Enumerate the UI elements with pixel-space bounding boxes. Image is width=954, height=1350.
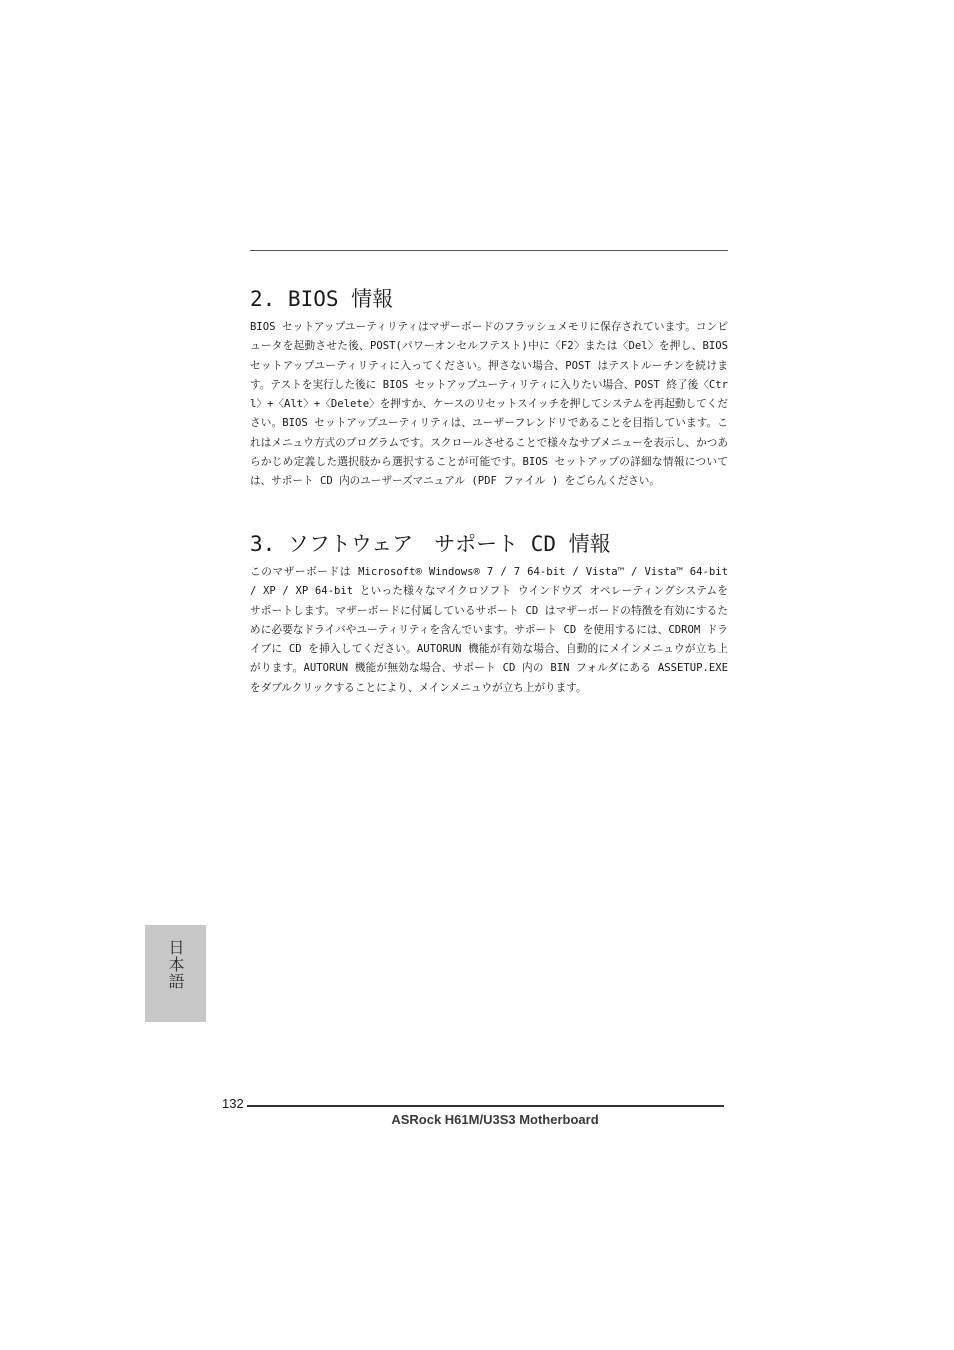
footer-title: ASRock H61M/U3S3 Motherboard [391,1112,599,1127]
language-tab [145,925,206,1022]
top-divider [250,250,728,251]
page-number: 132 [222,1096,244,1111]
section-body-support-cd: このマザーボードは Microsoft® Windows® 7 / 7 64-bit / Vista™ / Vista™ 64-bit / XP / XP 64-bit といった様々なマイクロソフト ウインドウズ オペレーティングシステムをサポートします。マザーボードに付属しているサポート CD はマザーボードの特徴を有効にするために必要なドライバやユーティリティを含んでいます。サポート CD を使用するには、CDROM ドライブに CD を挿入してください。AUTORUN 機能が有効な場合、自動的にメインメニュウが立ち上がります。AUTORUN 機能が無効な場合、サポート CD 内の BIN フォルダにある ASSETUP.EXE をダブルクリックすることにより、メインメニュウが立ち上がります。 [250,566,728,694]
section-heading-bios: 2. BIOS 情報 [250,287,394,311]
section-heading-support-cd: 3. ソフトウェア サポート CD 情報 [250,532,611,556]
footer-divider [247,1105,724,1107]
section-body-bios: BIOS セットアップユーティリティはマザーボードのフラッシュメモリに保存されています。コンピュータを起動させた後、POST(パワーオンセルフテスト)中に〈F2〉または〈Del〉を押し、BIOS セットアップユーティリティに入ってください。押さない場合、POST はテストルーチンを続けます。テストを実行した後に BIOS セットアップユーティリティに入りたい場合、POST 終了後〈Ctrl〉+〈Alt〉+〈Delete〉を押すか、ケースのリセットスイッチを押してシステムを再起動してください。BIOS セットアップユーティリティは、ユーザーフレンドリであることを目指しています。これはメニュウ方式のプログラムです。スクロールさせることで様々なサブメニューを表示し、かつあらかじめ定義した選択肢から選択することが可能です。BIOS セットアップの詳細な情報については、サポート CD 内のユーザーズマニュアル (PDF ファイル ) をごらんください。 [250,321,728,488]
language-tab-label: 日本語 [166,939,185,990]
